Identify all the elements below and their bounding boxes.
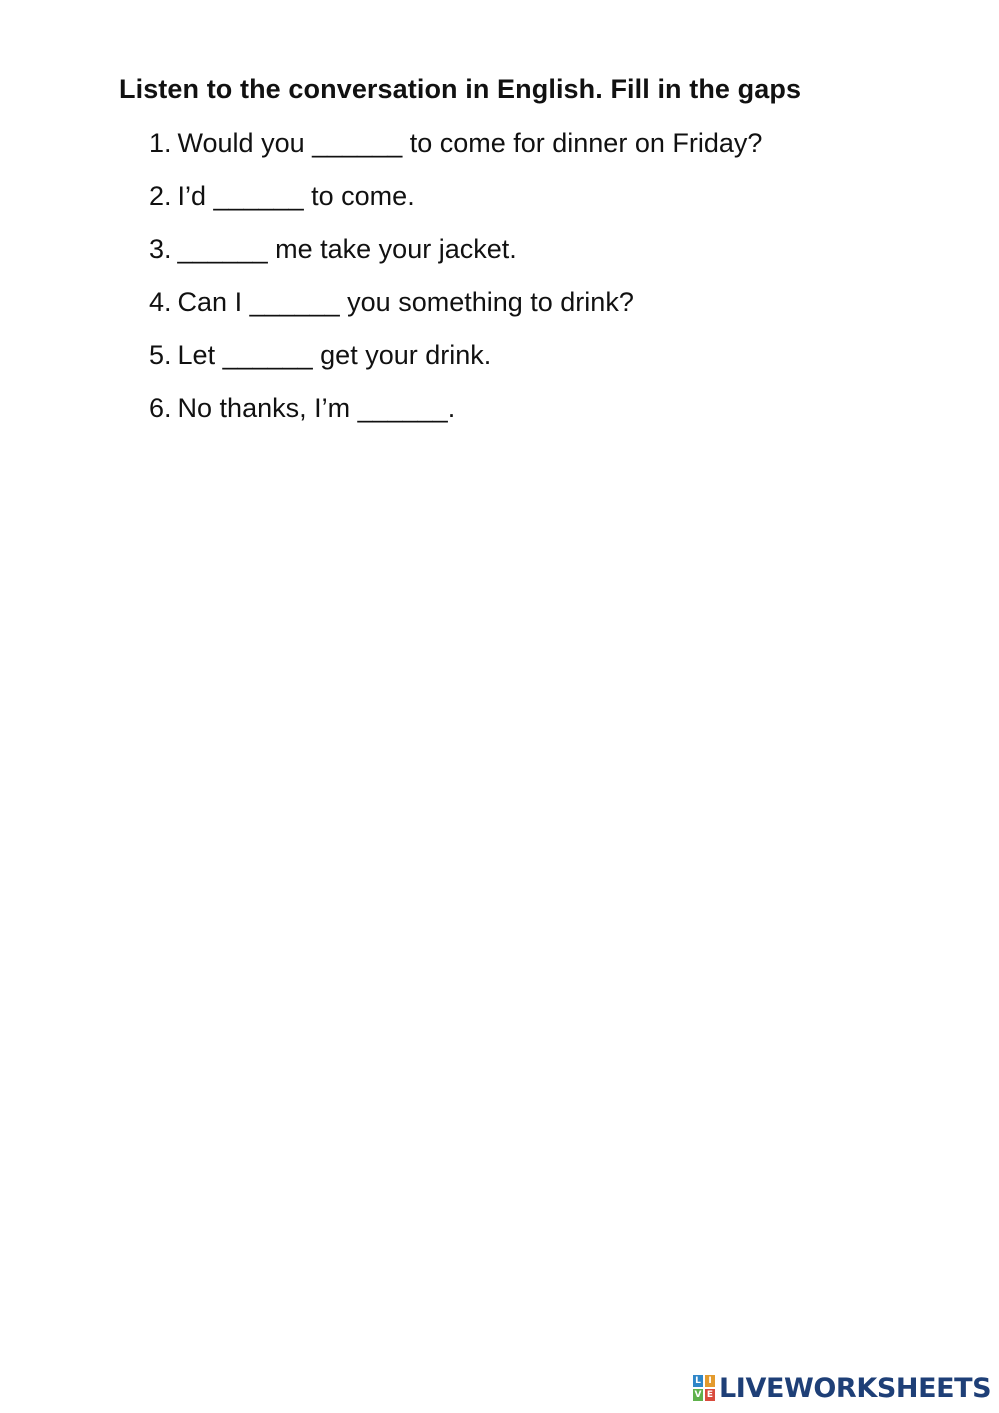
question-number: 6. <box>149 393 172 423</box>
question-text: I’d ______ to come. <box>177 181 415 211</box>
liveworksheets-wordmark: LIVEWORKSHEETS <box>719 1372 992 1404</box>
question-text: ______ me take your jacket. <box>177 234 517 264</box>
question-text: Let ______ get your drink. <box>177 340 492 370</box>
question-item-5 <box>149 339 762 392</box>
question-item-2 <box>149 180 762 233</box>
question-text: Would you ______ to come for dinner on Friday? <box>177 128 763 158</box>
question-text: No thanks, I’m ______. <box>177 393 456 423</box>
question-item-4 <box>149 286 762 339</box>
mark-letter-e: E <box>706 1389 714 1400</box>
question-list <box>149 127 762 445</box>
question-item-1 <box>149 127 762 180</box>
question-item-3 <box>149 233 762 286</box>
mark-letter-v: V <box>694 1389 702 1400</box>
question-text: Can I ______ you something to drink? <box>177 287 634 317</box>
question-number: 3. <box>149 234 172 264</box>
liveworksheets-logo <box>693 1372 991 1404</box>
question-number: 2. <box>149 181 172 211</box>
liveworksheets-mark-icon <box>693 1375 715 1401</box>
worksheet-title: Listen to the conversation in English. Fill in the gaps <box>119 74 802 104</box>
question-number: 5. <box>149 340 172 370</box>
question-item-6 <box>149 392 762 445</box>
question-number: 4. <box>149 287 172 317</box>
mark-letter-l: L <box>693 1375 703 1387</box>
question-number: 1. <box>149 128 172 158</box>
mark-letter-i: I <box>705 1375 715 1387</box>
